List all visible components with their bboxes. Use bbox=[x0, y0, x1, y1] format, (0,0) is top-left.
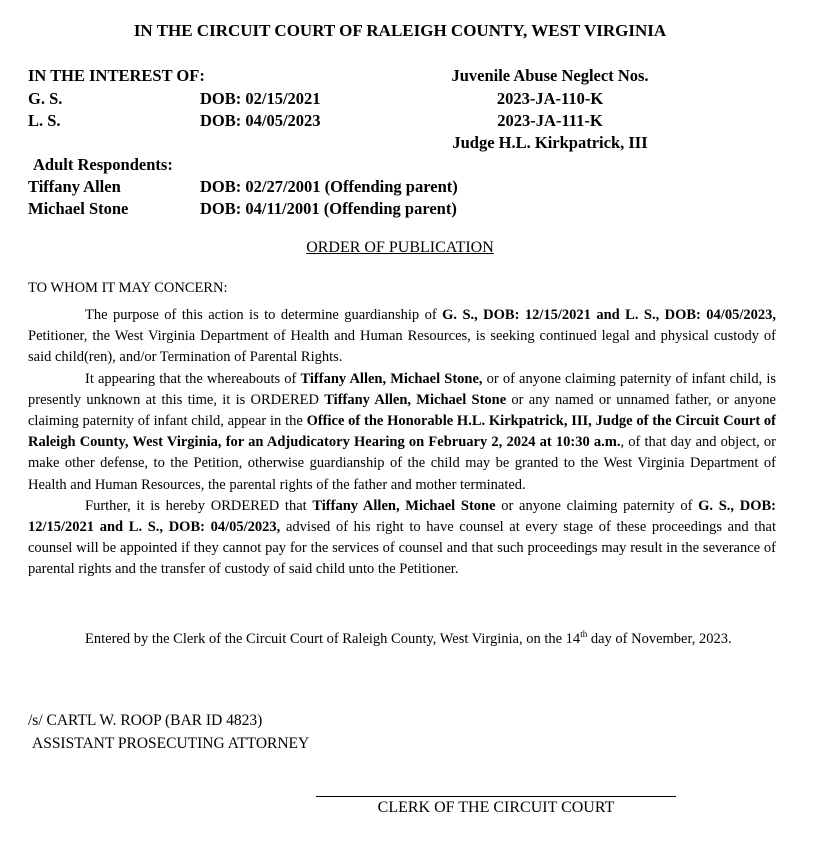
interest-label: IN THE INTEREST OF: bbox=[28, 66, 205, 85]
whereabouts-paragraph: It appearing that the whereabouts of Tiffany Allen, Michael Stone, or of anyone claiming paternity of infant child, is presently unknown at this time, it is ORDERED Tiffany Allen, Michael Stone or any named or unnamed father, or anyone claiming paternity of infant child, appear in the Office of the Honorable H.L. Kirkpatrick, III, Judge of the Circuit Court of Raleigh County, West Virginia, for an Adjudicatory Hearing on February 2, 2024 at 10:30 a.m., of that day and object, or make other defense, to the Petition, otherwise guardianship of the child may be granted to the West Virginia Department of Health and Human Resources, the parental rights of the father and mother terminated. bbox=[28, 370, 776, 493]
respondent-name: Michael Stone bbox=[28, 199, 129, 218]
signature-title: ASSISTANT PROSECUTING ATTORNEY bbox=[32, 735, 310, 752]
purpose-paragraph: The purpose of this action is to determine guardianship of G. S., DOB: 12/15/2021 and L. S., DOB: 04/05/2023, Petitioner, the West Virginia Department of Health and Human Resources, is seeking continued legal and physical custody of said child(ren), and/or Termination of Parental Rights. bbox=[28, 307, 776, 366]
child-dob: DOB: 04/05/2023 bbox=[200, 111, 321, 130]
respondent-dob: DOB: 02/27/2001 (Offending parent) bbox=[200, 177, 458, 196]
salutation: TO WHOM IT MAY CONCERN: bbox=[28, 280, 228, 296]
entered-paragraph: Entered by the Clerk of the Circuit Court of Raleigh County, West Virginia, on the 14th day of November, 2023. bbox=[85, 629, 732, 647]
clerk-label: CLERK OF THE CIRCUIT COURT bbox=[377, 799, 615, 816]
child-dob: DOB: 02/15/2021 bbox=[200, 89, 321, 108]
respondent-dob: DOB: 04/11/2001 (Offending parent) bbox=[200, 199, 457, 218]
case-label: Juvenile Abuse Neglect Nos. bbox=[451, 66, 649, 85]
adult-respondents-label: Adult Respondents: bbox=[33, 155, 173, 174]
counsel-paragraph: Further, it is hereby ORDERED that Tiffany Allen, Michael Stone or anyone claiming paternity of G. S., DOB: 12/15/2021 and L. S., DOB: 04/05/2023, advised of his right to have counsel at every stage of these proceedings and that counsel will be appointed if they cannot pay for the services of counsel and that such proceedings may result in the severance of parental rights and the transfer of custody of said child unto the Petitioner. bbox=[28, 497, 776, 578]
judge-name: Judge H.L. Kirkpatrick, III bbox=[452, 133, 648, 152]
order-title: ORDER OF PUBLICATION bbox=[306, 239, 494, 256]
case-number: 2023-JA-110-K bbox=[496, 89, 604, 108]
order-body bbox=[28, 305, 776, 581]
respondent-name: Tiffany Allen bbox=[28, 177, 121, 196]
court-heading: IN THE CIRCUIT COURT OF RALEIGH COUNTY, WEST VIRGINIA bbox=[133, 21, 667, 40]
case-number: 2023-JA-111-K bbox=[497, 111, 603, 130]
child-name: L. S. bbox=[28, 111, 61, 130]
signature-line bbox=[316, 796, 676, 797]
signature-name: /s/ CARTL W. ROOP (BAR ID 4823) bbox=[28, 712, 263, 729]
child-name: G. S. bbox=[28, 89, 63, 108]
